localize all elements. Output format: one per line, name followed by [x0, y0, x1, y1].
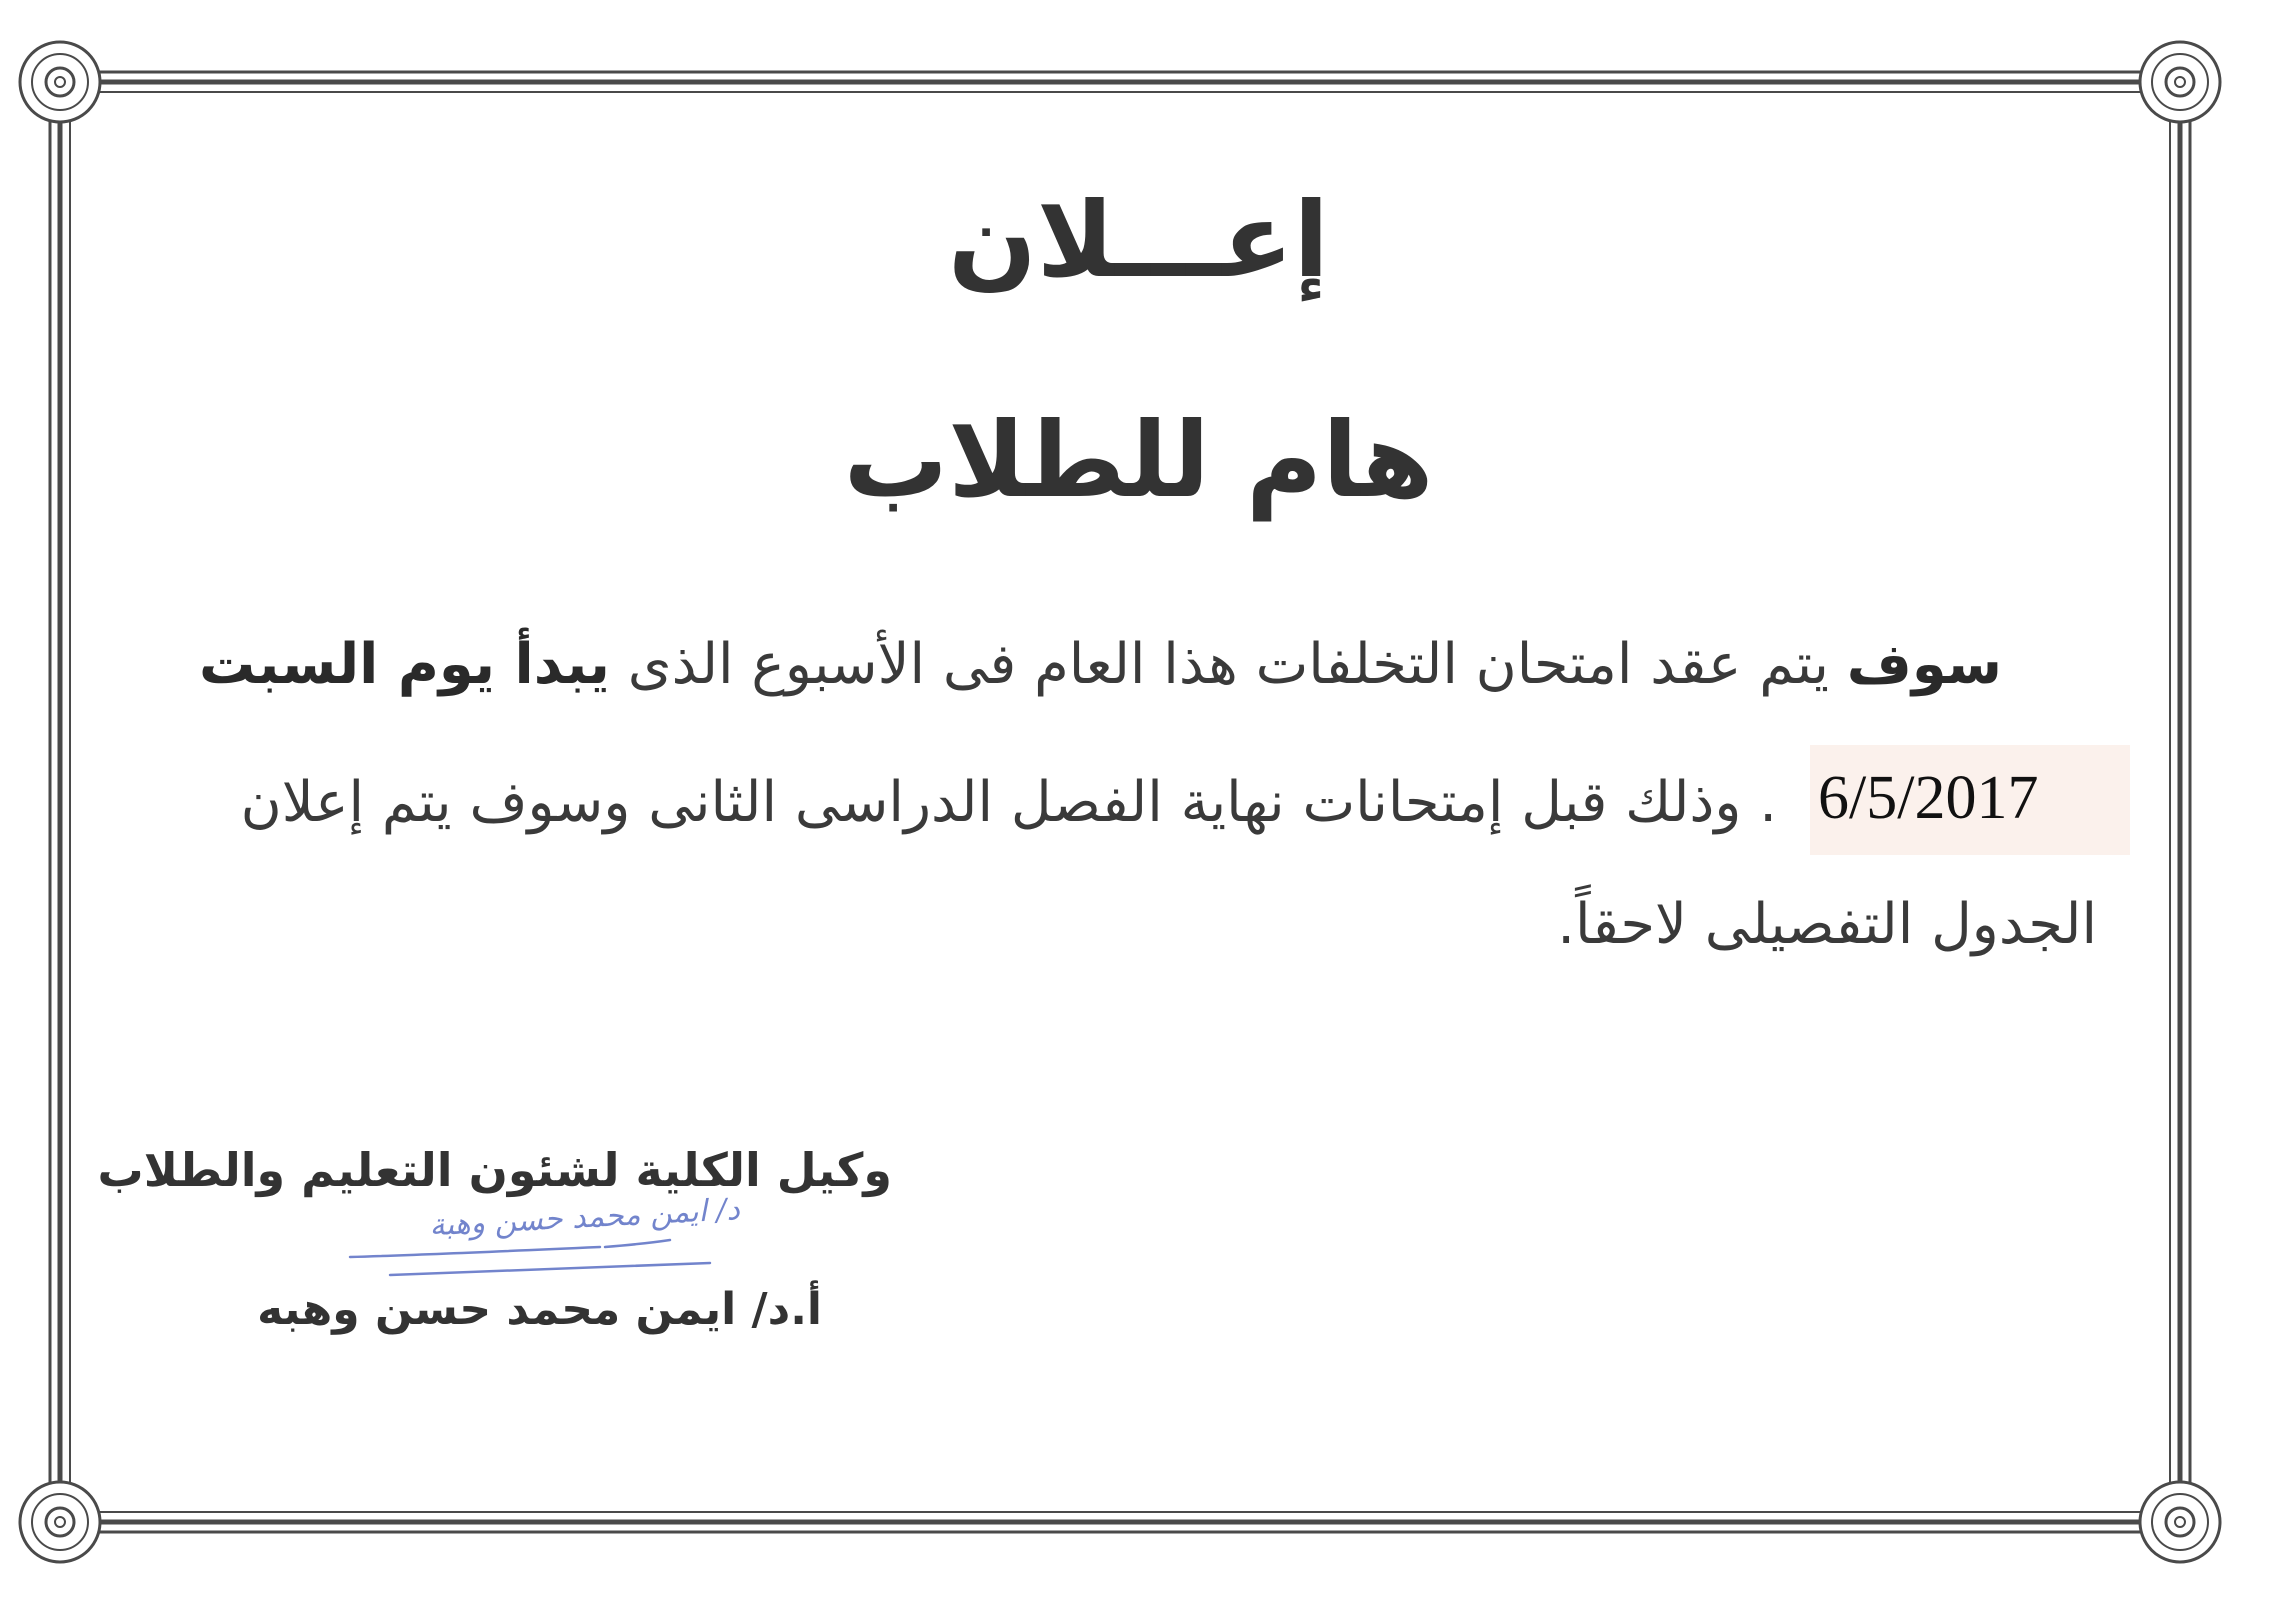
body-line-1 [199, 625, 2002, 705]
announcement-subtitle: هام للطلاب [843, 399, 1434, 521]
body-line-1-middle: يتم عقد امتحان التخلفات هذا العام فى الأسبوع الذى [609, 632, 1847, 697]
signatory-position-title: وكيل الكلية لشئون التعليم والطلاب [97, 1143, 892, 1197]
body-line-2: . وذلك قبل إمتحانات نهاية الفصل الدراسى الثانى وسوف يتم إعلان [240, 770, 1777, 835]
exam-date: 6/5/2017 [1818, 764, 2039, 832]
handwritten-signature: د/ ايمن محمد حسن وهبة [428, 1192, 741, 1244]
corner-ornament-bottom-right [2140, 1482, 2220, 1562]
signatory-name: أ.د/ ايمن محمد حسن وهبه [257, 1284, 822, 1335]
body-line-1-bold-start: سوف [1846, 632, 2002, 697]
corner-ornament-top-right [2140, 42, 2220, 122]
body-line-1-bold-end: يبدأ يوم السبت [199, 632, 610, 697]
corner-ornament-top-left [20, 42, 100, 122]
corner-ornament-bottom-left [20, 1482, 100, 1562]
body-line-3: الجدول التفصيلى لاحقاً. [1557, 892, 2097, 957]
announcement-title: إعـــلان [947, 179, 1330, 301]
